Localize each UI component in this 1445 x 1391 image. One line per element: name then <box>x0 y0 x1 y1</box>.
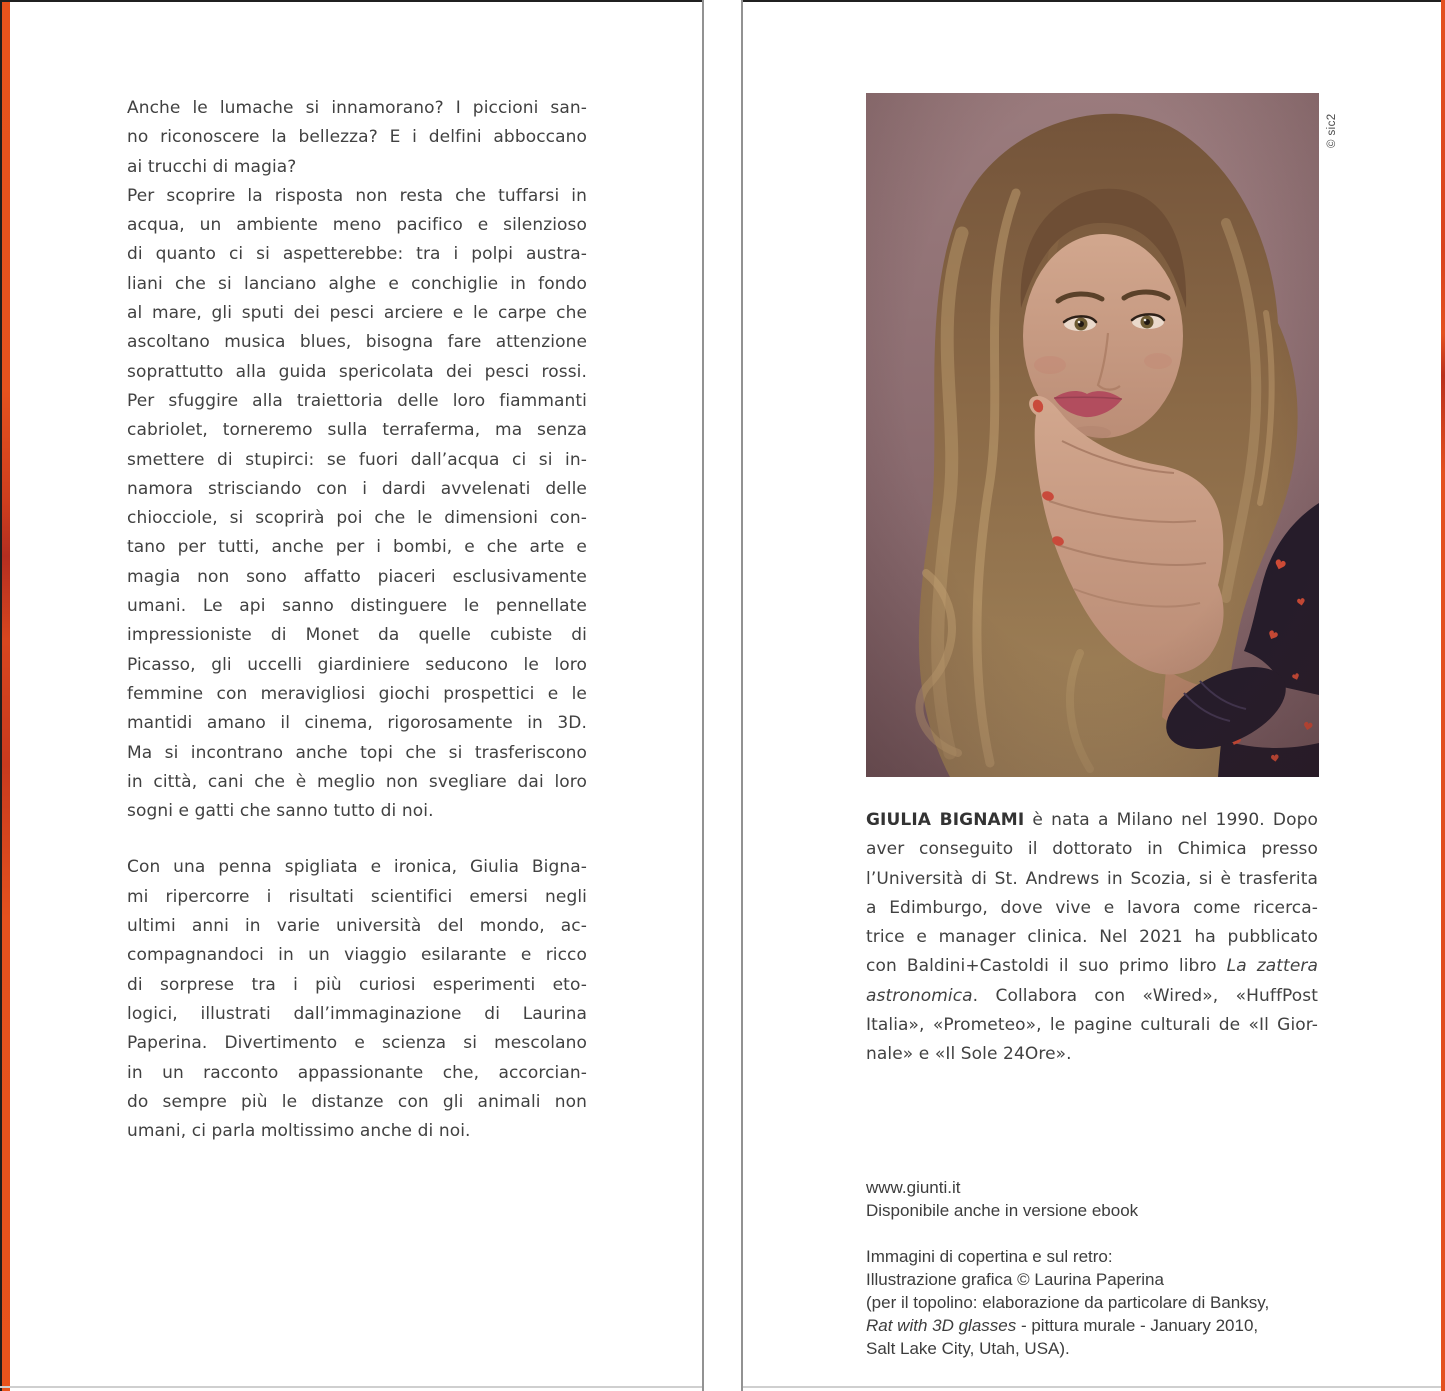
paragraph <box>127 182 587 827</box>
page-separator-left <box>702 0 704 1391</box>
text-line: GIULIA BIGNAMI è nata a Milano nel 1990. Dopo <box>866 810 1318 830</box>
text-line: compagnandoci in un viaggio esilarante e ricco <box>127 945 587 966</box>
text-line: di sorprese tra i più curiosi esperimenti eto- <box>127 974 587 995</box>
text-line: (per il topolino: elaborazione da particolare di Banksy, <box>866 1293 1270 1312</box>
text-line: astronomica. Collabora con «Wired», «HuffPost <box>866 985 1318 1006</box>
text-line: di quanto ci si aspetterebbe: tra i polpi austra- <box>127 244 587 265</box>
text-line: Illustrazione grafica © Laurina Paperina <box>866 1270 1164 1289</box>
text-line: in città, cani che è meglio non svegliare dai loro <box>127 771 587 792</box>
text-line: con Baldini+Castoldi il suo primo libro La zattera <box>866 956 1318 977</box>
text-line: femmine con meravigliosi giochi prospettici e le <box>127 683 587 704</box>
text-line: Per sfuggire alla traiettoria delle loro fiammanti <box>127 390 587 411</box>
publisher-footer <box>866 1176 1386 1360</box>
text-line: in un racconto appassionante che, accorcian- <box>127 1062 587 1083</box>
paragraph <box>127 853 587 1146</box>
text-line: umani. Le api sanno distinguere le pennellate <box>127 596 587 617</box>
page-separator-right <box>741 0 743 1391</box>
text-line: ascoltano musica blues, bisogna fare attenzione <box>127 332 587 353</box>
photo-vignette <box>866 93 1319 777</box>
author-bio <box>866 806 1318 1070</box>
text-line: mantidi amano il cinema, rigorosamente in 3D. <box>127 713 587 734</box>
author-photo <box>866 93 1319 777</box>
text-line: ai trucchi di magia? <box>127 156 297 177</box>
text-line: acqua, un ambiente meno pacifico e silenzioso <box>127 215 587 236</box>
right-page-top-edge <box>743 0 1445 2</box>
text-line: sogni e gatti che sanno tutto di noi. <box>127 801 434 822</box>
text-line: Immagini di copertina e sul retro: <box>866 1247 1113 1266</box>
text-line: smettere di stupirci: se fuori dall’acqua ci si in- <box>127 449 587 470</box>
text-line: Per scoprire la risposta non resta che tuffarsi in <box>127 185 587 206</box>
text-line <box>866 1222 1386 1245</box>
text-line: Con una penna spigliata e ironica, Giulia Bigna- <box>127 857 587 878</box>
right-page-bottom-edge <box>743 1386 1445 1388</box>
text-line: impressioniste di Monet da quelle cubiste di <box>127 625 587 646</box>
text-line: chiocciole, si scoprirà poi che le dimensioni con- <box>127 508 587 529</box>
text-line: umani, ci parla moltissimo anche di noi. <box>127 1121 471 1142</box>
text-line: aver conseguito il dottorato in Chimica presso <box>866 839 1318 860</box>
left-page-bottom-edge <box>0 1386 703 1388</box>
text-line: trice e manager clinica. Nel 2021 ha pubblicato <box>866 927 1318 948</box>
right-orange-edge <box>1441 0 1445 1391</box>
author-portrait-illustration <box>866 93 1319 777</box>
text-line: Salt Lake City, Utah, USA). <box>866 1339 1070 1358</box>
text-line: liani che si lanciano alghe e conchiglie in fondo <box>127 273 587 294</box>
left-flap-description <box>127 94 587 1146</box>
text-line: no riconoscere la bellezza? E i delfini abboccano <box>127 127 587 148</box>
text-line: nale» e «Il Sole 24Ore». <box>866 1044 1072 1065</box>
text-line: namora strisciando con i dardi avvelenati delle <box>127 478 587 499</box>
text-line: tano per tutti, anche per i bombi, e che arte e <box>127 537 587 558</box>
spine-orange-strip <box>2 0 10 1391</box>
photo-credit: © sic2 <box>1326 113 1338 148</box>
text-line: www.giunti.it <box>866 1178 961 1197</box>
left-page-top-edge <box>0 0 703 2</box>
text-line: Disponibile anche in versione ebook <box>866 1201 1139 1220</box>
text-line: Ma si incontrano anche topi che si trasferiscono <box>127 742 587 763</box>
text-line: l’Università di St. Andrews in Scozia, si è trasferita <box>866 868 1318 889</box>
text-line: al mare, gli sputi dei pesci arciere e le carpe che <box>127 303 587 324</box>
text-line: cabriolet, torneremo sulla terraferma, ma senza <box>127 420 587 441</box>
text-line: Anche le lumache si innamorano? I piccioni san- <box>127 98 587 118</box>
text-line: magia non sono affatto piaceri esclusivamente <box>127 566 587 587</box>
text-line: Picasso, gli uccelli giardiniere seducono le loro <box>127 654 587 675</box>
text-line: do sempre più le distanze con gli animali non <box>127 1091 587 1112</box>
text-line: soprattutto alla guida spericolata dei pesci rossi. <box>127 361 587 382</box>
text-line: Italia», «Prometeo», le pagine culturali de «Il Gior- <box>866 1015 1318 1036</box>
text-line: a Edimburgo, dove vive e lavora come ricerca- <box>866 897 1318 918</box>
text-line: Rat with 3D glasses - pittura murale - January 2010, <box>866 1316 1259 1335</box>
text-line: logici, illustrati dall’immaginazione di Laurina <box>127 1003 587 1024</box>
paragraph <box>127 94 587 182</box>
text-line: mi ripercorre i risultati scientifici emersi negli <box>127 886 587 907</box>
text-line: ultimi anni in varie università del mondo, ac- <box>127 916 587 937</box>
text-line: Paperina. Divertimento e scienza si mescolano <box>127 1033 587 1054</box>
